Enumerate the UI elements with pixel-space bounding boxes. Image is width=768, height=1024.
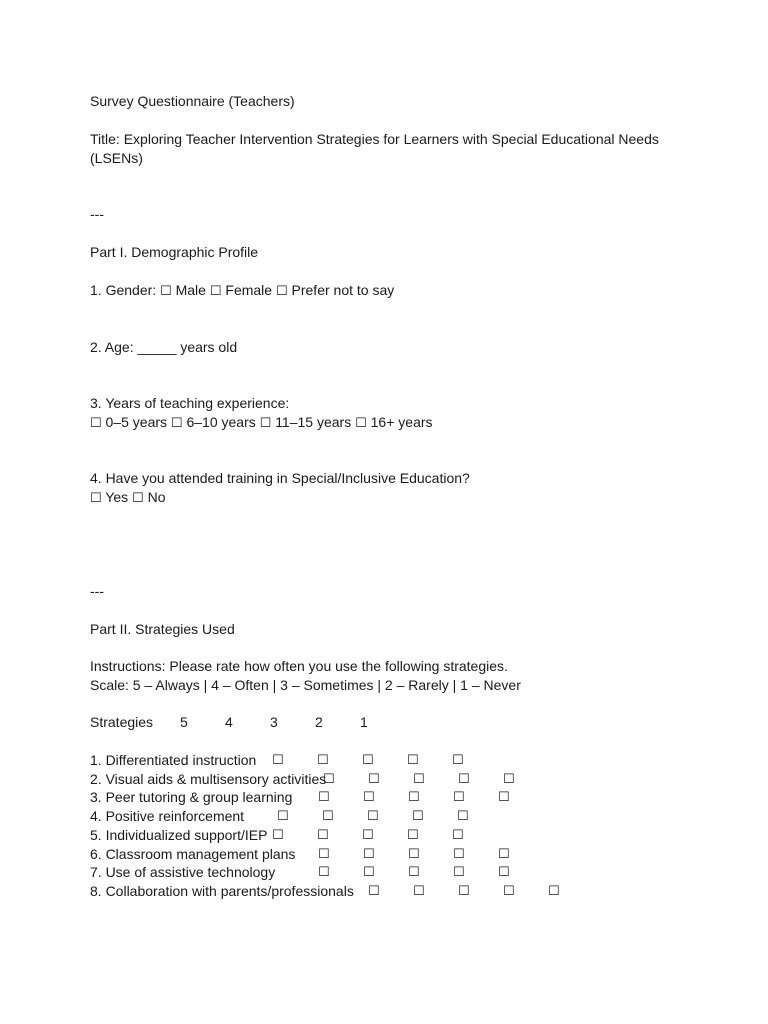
rating-checkbox[interactable]: ☐: [413, 771, 425, 787]
strategy-label: 7. Use of assistive technology: [90, 864, 276, 881]
rating-checkbox[interactable]: ☐: [408, 790, 420, 806]
rating-checkbox[interactable]: ☐: [317, 753, 329, 768]
header-1: 1: [360, 714, 368, 730]
option-exp-16plus: 16+ years: [370, 414, 433, 430]
rating-checkbox[interactable]: ☐: [363, 846, 375, 862]
rating-checkbox[interactable]: ☐: [413, 883, 425, 899]
rating-checkbox[interactable]: ☐: [458, 771, 470, 787]
checkbox-male[interactable]: ☐: [160, 284, 172, 299]
header-4: 4: [225, 714, 233, 730]
header-5: 5: [180, 714, 188, 730]
header-2: 2: [315, 714, 323, 730]
table-row: [90, 807, 570, 826]
header-3: 3: [270, 714, 278, 730]
separator-1: ---: [90, 206, 104, 222]
table-row: [90, 770, 570, 789]
header-strategies: Strategies: [90, 714, 154, 730]
rating-checkbox[interactable]: ☐: [277, 809, 289, 825]
question-age: [90, 338, 237, 357]
rating-checkbox[interactable]: ☐: [272, 827, 284, 843]
rating-checkbox[interactable]: ☐: [457, 809, 469, 825]
rating-checkbox[interactable]: ☐: [362, 827, 374, 843]
rating-checkbox[interactable]: ☐: [362, 753, 374, 768]
rating-checkbox[interactable]: ☐: [368, 883, 380, 899]
rating-checkbox[interactable]: ☐: [498, 790, 510, 806]
instructions: Instructions: Please rate how often you use the following strategies.: [90, 658, 508, 674]
option-exp-11-15: 11–15 years: [275, 414, 352, 430]
rating-checkbox[interactable]: ☐: [407, 753, 419, 768]
table-row: [90, 788, 570, 807]
table-row: [90, 826, 570, 845]
rating-checkbox[interactable]: ☐: [453, 846, 465, 862]
option-no: No: [147, 489, 166, 505]
age-suffix: years old: [180, 339, 238, 355]
age-blank[interactable]: _____: [137, 339, 177, 355]
option-female: Female: [225, 282, 273, 298]
question-training-label: 4. Have you attended training in Special/Inclusive Education?: [90, 470, 470, 486]
rating-checkbox[interactable]: ☐: [408, 865, 420, 881]
age-label: 2. Age:: [90, 339, 134, 355]
rating-scale: Scale: 5 – Always | 4 – Often | 3 – Sometimes | 2 – Rarely | 1 – Never: [90, 677, 521, 693]
checkbox-exp-0-5[interactable]: ☐: [90, 416, 102, 431]
rating-checkbox[interactable]: ☐: [407, 827, 419, 843]
option-male: Male: [175, 282, 206, 298]
question-experience-label: 3. Years of teaching experience:: [90, 395, 290, 411]
rating-checkbox[interactable]: ☐: [503, 771, 515, 787]
rating-checkbox[interactable]: ☐: [318, 865, 330, 881]
rating-checkbox[interactable]: ☐: [322, 809, 334, 825]
separator-2: ---: [90, 583, 104, 599]
rating-checkbox[interactable]: ☐: [412, 809, 424, 825]
strategy-label: 2. Visual aids & multisensory activities: [90, 770, 327, 787]
rating-checkbox[interactable]: ☐: [453, 865, 465, 881]
strategy-label: 1. Differentiated instruction: [90, 752, 257, 768]
rating-checkbox[interactable]: ☐: [453, 790, 465, 806]
rating-checkbox[interactable]: ☐: [498, 846, 510, 862]
rating-checkbox[interactable]: ☐: [452, 753, 464, 768]
checkbox-yes[interactable]: ☐: [90, 491, 102, 506]
checkbox-exp-11-15[interactable]: ☐: [259, 416, 272, 431]
rating-checkbox[interactable]: ☐: [368, 771, 380, 787]
checkbox-prefer-not[interactable]: ☐: [275, 284, 288, 299]
checkbox-no[interactable]: ☐: [132, 491, 144, 506]
strategy-label: 4. Positive reinforcement: [90, 808, 245, 825]
strategy-label: 6. Classroom management plans: [90, 845, 296, 862]
checkbox-female[interactable]: ☐: [209, 284, 222, 299]
checkbox-exp-6-10[interactable]: ☐: [170, 416, 183, 431]
table-row: [90, 845, 570, 864]
strategy-label: 8. Collaboration with parents/professionals: [90, 882, 354, 899]
part2-heading: Part II. Strategies Used: [90, 621, 235, 637]
rating-checkbox[interactable]: ☐: [452, 827, 464, 843]
rating-checkbox[interactable]: ☐: [318, 846, 330, 862]
rating-checkbox[interactable]: ☐: [548, 883, 560, 899]
table-row: [90, 882, 570, 901]
rating-checkbox[interactable]: ☐: [272, 753, 284, 768]
part1-heading: Part I. Demographic Profile: [90, 244, 259, 260]
rating-checkbox[interactable]: ☐: [458, 883, 470, 899]
option-exp-6-10: 6–10 years: [186, 414, 256, 430]
table-row: [90, 863, 570, 882]
rating-checkbox[interactable]: ☐: [503, 883, 515, 899]
option-exp-0-5: 0–5 years: [105, 414, 168, 430]
strategy-label: 5. Individualized support/IEP: [90, 826, 268, 843]
rating-checkbox[interactable]: ☐: [318, 790, 330, 806]
question-training-options: [90, 488, 165, 508]
rating-checkbox[interactable]: ☐: [408, 846, 420, 862]
gender-label: 1. Gender:: [90, 282, 157, 298]
table-header: [90, 713, 590, 732]
rating-checkbox[interactable]: ☐: [363, 790, 375, 806]
survey-title: Title: Exploring Teacher Intervention Strategies for Learners with Special Educational Needs (LSENs): [90, 131, 659, 166]
doc-heading: Survey Questionnaire (Teachers): [90, 93, 295, 109]
rating-checkbox[interactable]: ☐: [323, 771, 335, 787]
rating-checkbox[interactable]: ☐: [367, 809, 379, 825]
strategy-label: 3. Peer tutoring & group learning: [90, 789, 293, 806]
option-prefer-not: Prefer not to say: [291, 282, 395, 298]
rating-checkbox[interactable]: ☐: [363, 865, 375, 881]
option-yes: Yes: [105, 489, 129, 505]
question-experience-options: [90, 413, 433, 433]
question-gender: [90, 281, 394, 301]
table-row: [90, 751, 570, 770]
checkbox-exp-16plus[interactable]: ☐: [355, 416, 367, 431]
rating-checkbox[interactable]: ☐: [498, 865, 510, 881]
rating-checkbox[interactable]: ☐: [317, 827, 329, 843]
